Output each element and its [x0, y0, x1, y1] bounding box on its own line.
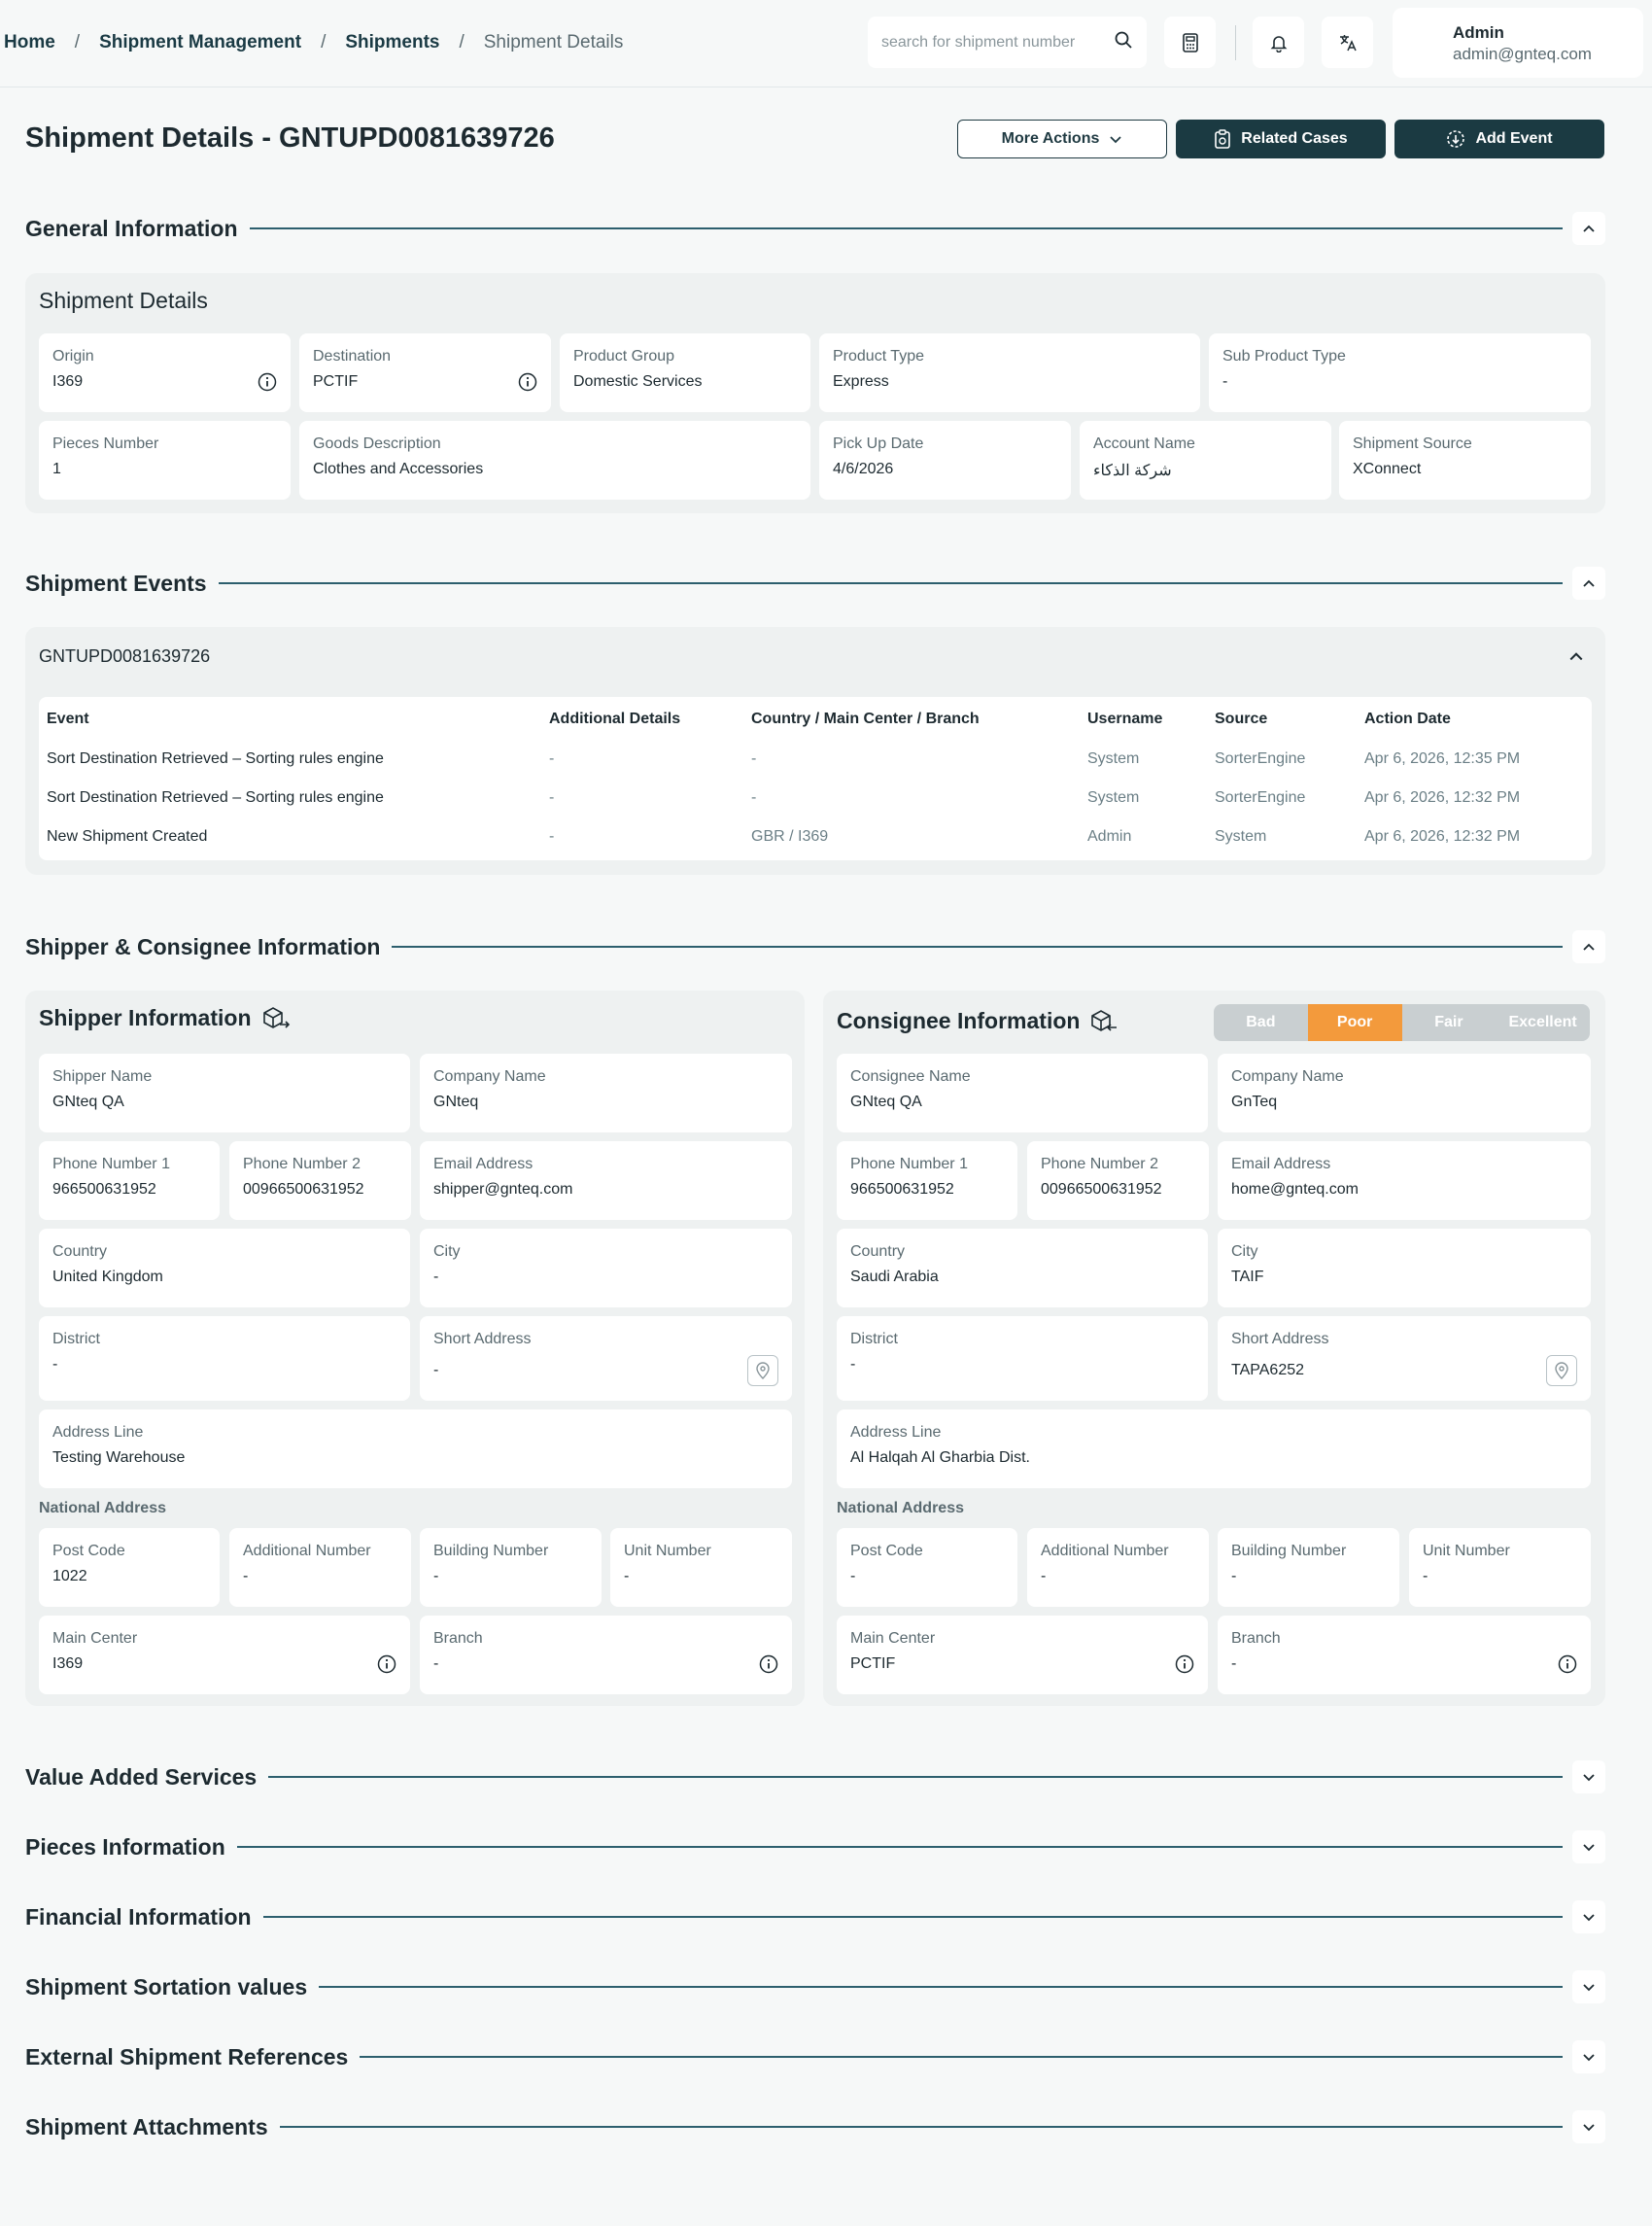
field-additional-number [229, 1528, 411, 1607]
chevron-down-icon [1582, 1840, 1596, 1854]
field-value: GnTeq [1231, 1094, 1278, 1110]
table-header-row [39, 697, 1592, 740]
add-circle-icon [1446, 129, 1465, 149]
breadcrumb-shipment-management[interactable]: Shipment Management [99, 32, 302, 52]
field-phone-number-1 [39, 1141, 220, 1220]
section-shipment-events [25, 564, 1605, 603]
section-title: Shipper & Consignee Information [25, 933, 381, 959]
chevron-down-icon [1582, 1980, 1596, 1994]
rating-option-poor[interactable]: Poor [1308, 1004, 1402, 1041]
table-row [39, 817, 1592, 856]
field-post-code [39, 1528, 220, 1607]
collapse-toggle[interactable] [1572, 212, 1605, 245]
field-country [837, 1229, 1208, 1307]
field-main-center [39, 1616, 410, 1694]
chevron-down-icon [1582, 1910, 1596, 1924]
calculator-icon [1182, 33, 1199, 52]
table-cell: New Shipment Created [47, 828, 208, 845]
table-cell: - [549, 750, 555, 767]
expand-toggle[interactable] [1572, 1900, 1605, 1933]
calculator-button[interactable] [1164, 17, 1216, 68]
section-value-added-services [25, 1757, 1605, 1796]
table-cell: Apr 6, 2026, 12:35 PM [1364, 750, 1521, 767]
top-bar [0, 0, 1652, 87]
field-value: I369 [52, 1655, 84, 1672]
search-icon[interactable] [1114, 30, 1133, 54]
field-label: Address Line [52, 1424, 144, 1441]
field-value: - [52, 1356, 58, 1373]
field-district [39, 1316, 410, 1401]
field-branch [1218, 1616, 1591, 1694]
shipper-title [39, 1005, 291, 1031]
section-divider [360, 2056, 1563, 2058]
section-shipment-sortation-values [25, 1967, 1605, 2006]
section-title: Financial Information [25, 1903, 252, 1930]
info-icon[interactable] [518, 372, 537, 397]
table-cell: System [1087, 789, 1140, 806]
field-value: GNteq QA [850, 1094, 922, 1110]
toolbar-divider [1235, 25, 1236, 60]
field-label: District [52, 1331, 100, 1347]
column-header: Additional Details [549, 711, 681, 727]
field-label: Phone Number 1 [52, 1156, 170, 1172]
section-title: External Shipment References [25, 2043, 349, 2069]
consignee-rating [1214, 1004, 1590, 1041]
field-label: Short Address [1231, 1331, 1329, 1347]
field-value: - [1041, 1568, 1047, 1584]
user-name: Admin [1453, 23, 1504, 42]
field-value: - [433, 1655, 439, 1672]
table-cell: System [1087, 750, 1140, 767]
more-actions-label: More Actions [1001, 130, 1100, 147]
field-label: Branch [1231, 1630, 1281, 1647]
column-header: Event [47, 711, 89, 727]
section-divider [250, 227, 1563, 229]
table-cell: SorterEngine [1215, 750, 1306, 767]
table-cell: - [751, 789, 757, 806]
expand-toggle[interactable] [1572, 2110, 1605, 2143]
field-value: Clothes and Accessories [313, 461, 484, 477]
field-district [837, 1316, 1208, 1401]
field-email-address [1218, 1141, 1591, 1220]
breadcrumb-separator: / [459, 32, 465, 52]
chevron-down-icon [1109, 132, 1122, 146]
field-value: PCTIF [313, 373, 359, 390]
field-company-name [1218, 1054, 1591, 1132]
field-unit-number [1409, 1528, 1591, 1607]
national-address-heading: National Address [837, 1500, 964, 1516]
field-value: - [1231, 1568, 1237, 1584]
table-cell: Apr 6, 2026, 12:32 PM [1364, 828, 1521, 845]
field-phone-number-2 [229, 1141, 411, 1220]
field-value: - [433, 1269, 439, 1285]
field-label: District [850, 1331, 898, 1347]
section-shipment-attachments [25, 2107, 1605, 2146]
field-pieces-number [39, 421, 291, 500]
search-box [868, 17, 1147, 68]
field-value: - [243, 1568, 249, 1584]
table-cell: GBR / I369 [751, 828, 829, 845]
field-value: GNteq QA [52, 1094, 124, 1110]
user-menu[interactable] [1393, 8, 1643, 78]
field-address-line [837, 1409, 1591, 1488]
field-label: Building Number [1231, 1543, 1347, 1559]
info-icon[interactable] [1175, 1654, 1194, 1679]
info-icon[interactable] [377, 1654, 396, 1679]
user-email: admin@gnteq.com [1453, 45, 1592, 63]
field-value: 966500631952 [52, 1181, 156, 1198]
related-cases-button[interactable] [1176, 120, 1386, 158]
field-label: Account Name [1093, 435, 1195, 452]
events-shipment-number: GNTUPD0081639726 [39, 646, 211, 666]
table-cell: System [1215, 828, 1267, 845]
field-value: Express [833, 373, 889, 390]
field-label: Address Line [850, 1424, 942, 1441]
field-label: Pick Up Date [833, 435, 924, 452]
chevron-up-icon [1582, 940, 1596, 954]
add-event-button[interactable] [1394, 120, 1604, 158]
field-label: Phone Number 2 [243, 1156, 361, 1172]
section-title: Shipment Events [25, 570, 207, 596]
field-value: - [850, 1356, 856, 1373]
field-label: Main Center [850, 1630, 936, 1647]
field-label: Unit Number [624, 1543, 711, 1559]
page-title: Shipment Details - GNTUPD0081639726 [25, 122, 555, 154]
section-divider [268, 1776, 1563, 1778]
field-building-number [420, 1528, 602, 1607]
field-value: - [1222, 373, 1228, 390]
breadcrumb-shipments[interactable]: Shipments [345, 32, 440, 52]
breadcrumb-separator: / [321, 32, 327, 52]
field-value: shipper@gnteq.com [433, 1181, 573, 1198]
field-value: شركة الذكاء [1093, 463, 1172, 479]
field-label: Short Address [433, 1331, 532, 1347]
field-product-type [819, 333, 1200, 412]
column-header: Country / Main Center / Branch [751, 711, 980, 727]
field-city [420, 1229, 792, 1307]
field-value: - [433, 1362, 439, 1378]
chevron-up-icon[interactable] [1568, 648, 1584, 669]
section-financial-information [25, 1897, 1605, 1936]
breadcrumb-current: Shipment Details [483, 32, 624, 52]
field-country [39, 1229, 410, 1307]
rating-option-excellent[interactable]: Excellent [1508, 1014, 1577, 1030]
shipper-title-text: Shipper Information [39, 1005, 252, 1030]
related-cases-label: Related Cases [1241, 130, 1348, 147]
field-label: Phone Number 1 [850, 1156, 968, 1172]
translate-icon [1338, 33, 1358, 52]
field-value: Domestic Services [573, 373, 703, 390]
field-label: Pieces Number [52, 435, 159, 452]
section-title: Value Added Services [25, 1763, 258, 1790]
field-label: Company Name [1231, 1068, 1344, 1085]
field-label: Product Type [833, 348, 924, 365]
table-cell: - [751, 750, 757, 767]
field-value: PCTIF [850, 1655, 896, 1672]
package-receive-icon [1089, 1009, 1119, 1034]
rating-option-bad[interactable]: Bad [1246, 1014, 1276, 1030]
field-company-name [420, 1054, 792, 1132]
shipment-details-title: Shipment Details [39, 288, 208, 313]
events-panel [25, 627, 1605, 875]
field-label: Product Group [573, 348, 675, 365]
consignee-title [837, 1008, 1119, 1034]
expand-toggle[interactable] [1572, 1970, 1605, 2003]
info-icon[interactable] [759, 1654, 778, 1679]
field-label: Post Code [850, 1543, 923, 1559]
consignee-title-text: Consignee Information [837, 1008, 1081, 1033]
section-divider [237, 1846, 1563, 1848]
column-header: Username [1087, 711, 1163, 727]
expand-toggle[interactable] [1572, 1830, 1605, 1863]
field-city [1218, 1229, 1591, 1307]
package-send-icon [261, 1006, 291, 1031]
table-cell: - [549, 828, 555, 845]
field-label: Country [850, 1243, 906, 1260]
field-label: Additional Number [243, 1543, 371, 1559]
section-pieces-information [25, 1827, 1605, 1866]
field-value: TAPA6252 [1231, 1362, 1305, 1378]
field-value: 00966500631952 [1041, 1181, 1162, 1198]
section-divider [263, 1916, 1563, 1918]
field-destination [299, 333, 551, 412]
expand-toggle[interactable] [1572, 2040, 1605, 2073]
field-label: Additional Number [1041, 1543, 1169, 1559]
field-label: Branch [433, 1630, 483, 1647]
table-cell: - [549, 789, 555, 806]
field-value: Saudi Arabia [850, 1269, 939, 1285]
field-value: Testing Warehouse [52, 1449, 186, 1466]
field-consignee-name [837, 1054, 1208, 1132]
breadcrumb-separator: / [74, 32, 81, 52]
field-phone-number-1 [837, 1141, 1017, 1220]
chevron-up-icon [1582, 576, 1596, 590]
field-building-number [1218, 1528, 1399, 1607]
collapse-toggle[interactable] [1572, 567, 1605, 600]
collapse-toggle[interactable] [1572, 930, 1605, 963]
field-label: Goods Description [313, 435, 441, 452]
section-divider [319, 1986, 1563, 1988]
field-label: Shipper Name [52, 1068, 153, 1085]
field-shipper-name [39, 1054, 410, 1132]
field-short-address [1218, 1316, 1591, 1401]
field-value: - [1231, 1655, 1237, 1672]
field-product-group [560, 333, 810, 412]
table-cell: Admin [1087, 828, 1132, 845]
field-value: Al Halqah Al Gharbia Dist. [850, 1449, 1030, 1466]
section-divider [280, 2126, 1563, 2128]
field-value: 1 [52, 461, 61, 477]
field-pick-up-date [819, 421, 1071, 500]
section-title: Shipment Sortation values [25, 1973, 308, 2000]
field-value: - [1423, 1568, 1428, 1584]
field-short-address [420, 1316, 792, 1401]
section-external-shipment-references [25, 2037, 1605, 2076]
field-label: Destination [313, 348, 392, 365]
bell-icon [1269, 33, 1289, 52]
field-label: Consignee Name [850, 1068, 971, 1085]
field-value: TAIF [1231, 1269, 1264, 1285]
field-value: XConnect [1353, 461, 1422, 477]
field-label: Shipment Source [1353, 435, 1472, 452]
info-icon[interactable] [258, 372, 277, 397]
section-divider [392, 946, 1563, 948]
breadcrumb [4, 32, 623, 53]
breadcrumb-home[interactable]: Home [4, 32, 55, 52]
field-label: Main Center [52, 1630, 138, 1647]
field-label: City [1231, 1243, 1258, 1260]
field-value: - [433, 1568, 439, 1584]
info-icon[interactable] [1558, 1654, 1577, 1679]
field-value: - [850, 1568, 856, 1584]
field-label: Post Code [52, 1543, 125, 1559]
section-shipper-consignee [25, 927, 1605, 966]
table-cell: Apr 6, 2026, 12:32 PM [1364, 789, 1521, 806]
field-value: I369 [52, 373, 84, 390]
field-value: United Kingdom [52, 1269, 163, 1285]
field-additional-number [1027, 1528, 1209, 1607]
field-main-center [837, 1616, 1208, 1694]
table-row [39, 740, 1592, 779]
expand-toggle[interactable] [1572, 1760, 1605, 1793]
table-cell: Sort Destination Retrieved – Sorting rules engine [47, 750, 384, 767]
chevron-up-icon [1582, 222, 1596, 235]
language-button[interactable] [1322, 17, 1373, 68]
field-label: Sub Product Type [1222, 348, 1346, 365]
section-title: Shipment Attachments [25, 2113, 268, 2139]
location-pin-icon[interactable] [1546, 1355, 1577, 1386]
rating-option-fair[interactable]: Fair [1434, 1014, 1463, 1030]
location-pin-icon[interactable] [747, 1355, 778, 1386]
national-address-heading: National Address [39, 1500, 166, 1516]
field-account-name [1080, 421, 1331, 500]
column-header: Action Date [1364, 711, 1451, 727]
field-origin [39, 333, 291, 412]
field-value: - [624, 1568, 630, 1584]
table-row [39, 779, 1592, 817]
chevron-down-icon [1582, 1770, 1596, 1784]
field-label: Phone Number 2 [1041, 1156, 1158, 1172]
field-value: 966500631952 [850, 1181, 954, 1198]
field-value: 4/6/2026 [833, 461, 894, 477]
field-value: 00966500631952 [243, 1181, 364, 1198]
field-label: Email Address [1231, 1156, 1331, 1172]
field-label: Origin [52, 348, 94, 365]
notifications-button[interactable] [1253, 17, 1304, 68]
field-label: City [433, 1243, 461, 1260]
section-title: Pieces Information [25, 1833, 225, 1860]
field-label: Company Name [433, 1068, 546, 1085]
field-phone-number-2 [1027, 1141, 1209, 1220]
field-email-address [420, 1141, 792, 1220]
more-actions-button[interactable] [957, 120, 1167, 158]
field-shipment-source [1339, 421, 1591, 500]
add-event-label: Add Event [1475, 130, 1553, 147]
search-input[interactable] [881, 34, 1114, 52]
field-sub-product-type [1209, 333, 1591, 412]
column-header: Source [1215, 711, 1268, 727]
section-divider [219, 582, 1563, 584]
section-title: General Information [25, 215, 238, 241]
section-general-information [25, 209, 1605, 248]
chevron-down-icon [1582, 2120, 1596, 2134]
field-label: Building Number [433, 1543, 549, 1559]
field-label: Country [52, 1243, 108, 1260]
field-label: Unit Number [1423, 1543, 1510, 1559]
field-branch [420, 1616, 792, 1694]
events-table [39, 697, 1592, 860]
field-address-line [39, 1409, 792, 1488]
field-value: home@gnteq.com [1231, 1181, 1359, 1198]
chevron-down-icon [1582, 2050, 1596, 2064]
field-value: 1022 [52, 1568, 87, 1584]
clipboard-icon [1214, 129, 1231, 149]
field-post-code [837, 1528, 1017, 1607]
field-value: GNteq [433, 1094, 479, 1110]
table-cell: Sort Destination Retrieved – Sorting rules engine [47, 789, 384, 806]
field-label: Email Address [433, 1156, 533, 1172]
field-unit-number [610, 1528, 792, 1607]
table-cell: SorterEngine [1215, 789, 1306, 806]
field-goods-description [299, 421, 810, 500]
